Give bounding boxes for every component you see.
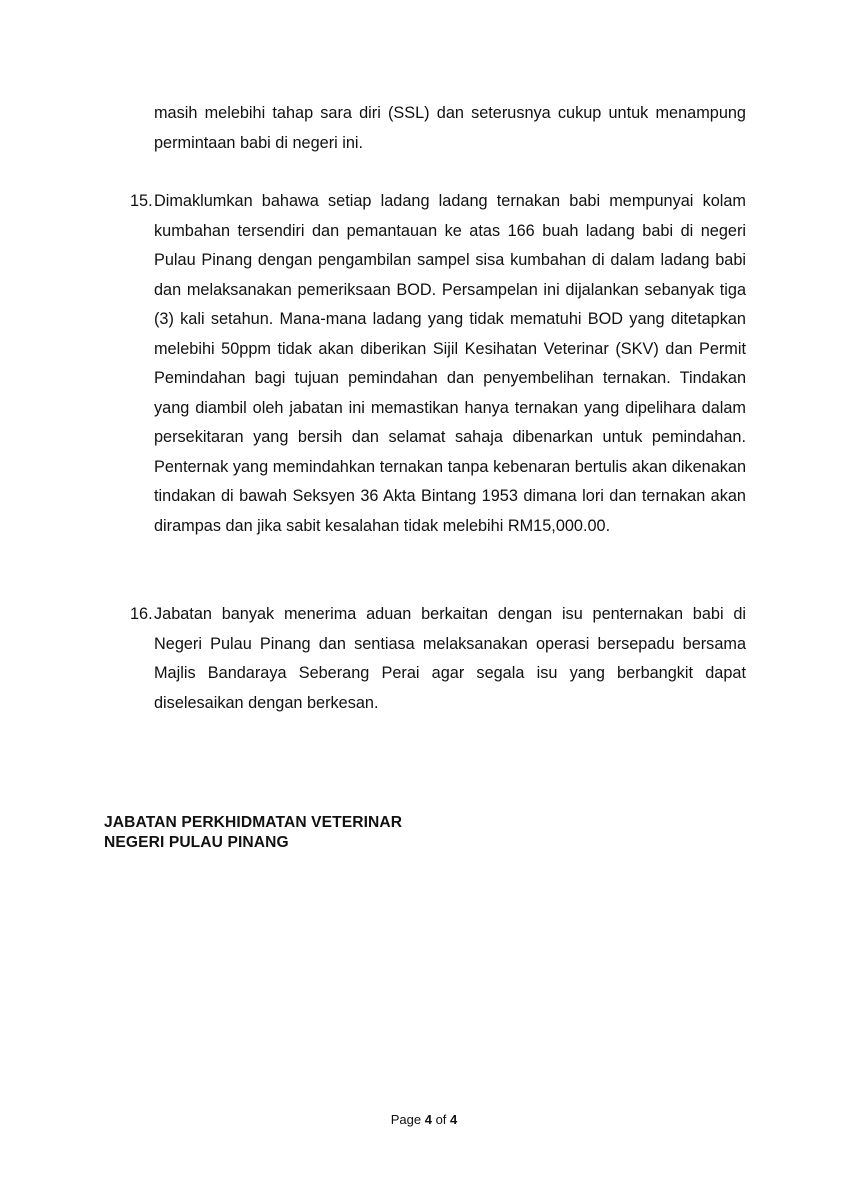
continued-paragraph: masih melebihi tahap sara diri (SSL) dan seterusnya cukup untuk menampung permintaan babi di negeri ini. xyxy=(154,104,746,152)
paragraph-16: Jabatan banyak menerima aduan berkaitan dengan isu penternakan babi di Negeri Pulau Pinang dan sentiasa melaksanakan operasi bersepadu bersama Majlis Bandaraya Seberang Perai agar segala isu yang berbangkit dapat diselesaikan dengan berkesan. xyxy=(154,605,746,712)
paragraph-15: Dimaklumkan bahawa setiap ladang ladang ternakan babi mempunyai kolam kumbahan tersendiri dan pemantauan ke atas 166 buah ladang babi di negeri Pulau Pinang dengan pengambilan sampel sisa kumbahan di dalam ladang babi dan melaksanakan pemeriksaan BOD. Persampelan ini dijalankan sebanyak tiga (3) kali setahun. Mana-mana ladang yang tidak mematuhi BOD yang ditetapkan melebihi 50ppm tidak akan diberikan Sijil Kesihatan Veterinar (SKV) dan Permit Pemindahan bagi tujuan pemindahan dan penyembelihan ternakan. Tindakan yang diambil oleh jabatan ini memastikan hanya ternakan yang dipelihara dalam persekitaran yang bersih dan selamat sahaja dibenarkan untuk pemindahan. Penternak yang memindahkan ternakan tanpa kebenaran bertulis akan dikenakan tindakan di bawah Seksyen 36 Akta Bintang 1953 dimana lori dan ternakan akan dirampas dan jika sabit kesalahan tidak melebihi RM15,000.00. xyxy=(154,192,746,535)
signature-department-line: JABATAN PERKHIDMATAN VETERINAR xyxy=(104,814,403,831)
paragraph-number-16: 16. xyxy=(130,605,153,623)
signature-state-line: NEGERI PULAU PINANG xyxy=(104,834,289,851)
current-page-number: 4 xyxy=(424,1112,432,1127)
paragraph-number-15: 15. xyxy=(130,192,153,210)
page-label: Page xyxy=(390,1112,425,1127)
page-separator: of xyxy=(431,1112,451,1127)
total-page-count: 4 xyxy=(450,1112,458,1127)
page-footer xyxy=(0,1111,848,1129)
